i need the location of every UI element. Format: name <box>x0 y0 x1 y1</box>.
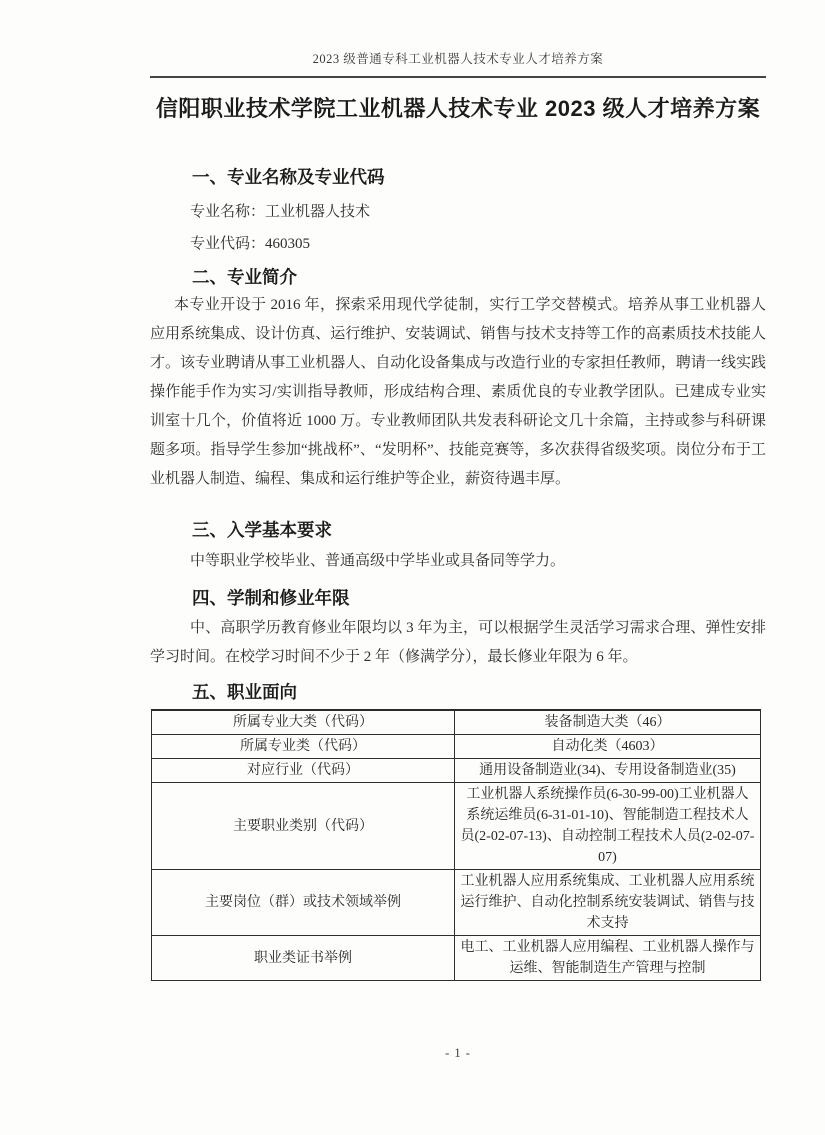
study-duration-paragraph: 中、高职学历教育修业年限均以 3 年为主，可以根据学生灵活学习需求合理、弹性安排学习时间。在校学习时间不少于 2 年（修满学分），最长修业年限为 6 年。 <box>150 620 766 665</box>
section-heading-study-duration: 四、学制和修业年限 <box>192 588 350 608</box>
table-row-job-positions <box>152 870 761 936</box>
table-row-certificates <box>152 936 761 981</box>
page-title: 信阳职业技术学院工业机器人技术专业 2023 级人才培养方案 <box>155 96 761 121</box>
row-label: 所属专业类（代码） <box>152 735 455 759</box>
row-value: 电工、工业机器人应用编程、工业机器人操作与运维、智能制造生产管理与控制 <box>455 936 761 981</box>
table-row-occupation-categories <box>152 783 761 870</box>
major-name-line: 专业名称：工业机器人技术 <box>190 204 371 220</box>
section-heading-career-orientation: 五、职业面向 <box>192 682 297 702</box>
row-label: 主要职业类别（代码） <box>152 783 455 870</box>
row-value: 工业机器人系统操作员(6-30-99-00)工业机器人系统运维员(6-31-01-10)、智能制造工程技术人员(2-02-07-13)、自动控制工程技术人员(2-02-07-07) <box>455 783 761 870</box>
row-value: 通用设备制造业(34)、专用设备制造业(35) <box>455 759 761 783</box>
page-content <box>150 0 766 981</box>
table-row-major-category <box>152 710 761 735</box>
major-code-line: 专业代码：460305 <box>190 236 311 252</box>
header-rule <box>150 76 766 78</box>
section-heading-major-name-code: 一、专业名称及专业代码 <box>192 167 385 187</box>
section-heading-admission-requirements: 三、入学基本要求 <box>192 520 332 540</box>
row-label: 主要岗位（群）或技术领域举例 <box>152 870 455 936</box>
row-label: 职业类证书举例 <box>152 936 455 981</box>
row-value: 自动化类（4603） <box>455 735 761 759</box>
table-row-industry <box>152 759 761 783</box>
row-value: 工业机器人应用系统集成、工业机器人应用系统运行维护、自动化控制系统安装调试、销售与技术支持 <box>455 870 761 936</box>
row-label: 对应行业（代码） <box>152 759 455 783</box>
section-heading-major-intro: 二、专业简介 <box>192 267 297 287</box>
page-number: - 1 - <box>445 1046 471 1060</box>
admission-requirements-text: 中等职业学校毕业、普通高级中学毕业或具备同等学力。 <box>190 553 566 569</box>
major-intro-paragraph: 本专业开设于 2016 年，探索采用现代学徒制，实行工学交替模式。培养从事工业机器人应用系统集成、设计仿真、运行维护、安装调试、销售与技术支持等工作的高素质技术技能人才。该专业聘请从事工业机器人、自动化设备集成与改造行业的专家担任教师，聘请一线实践操作能手作为实习/实训指导教师，形成结构合理、素质优良的专业教学团队。已建成专业实训室十几个，价值将近 1000 万。专业教师团队共发表科研论文几十余篇，主持或参与科研课题多项。指导学生参加“挑战杯”、“发明杯”、技能竞赛等，多次获得省级奖项。岗位分布于工业机器人制造、编程、集成和运行维护等企业，薪资待遇丰厚。 <box>150 297 766 487</box>
row-value: 装备制造大类（46） <box>455 710 761 735</box>
row-label: 所属专业大类（代码） <box>152 710 455 735</box>
table-row-major-class <box>152 735 761 759</box>
running-header: 2023 级普通专科工业机器人技术专业人才培养方案 <box>312 52 604 66</box>
career-orientation-table <box>151 709 761 981</box>
